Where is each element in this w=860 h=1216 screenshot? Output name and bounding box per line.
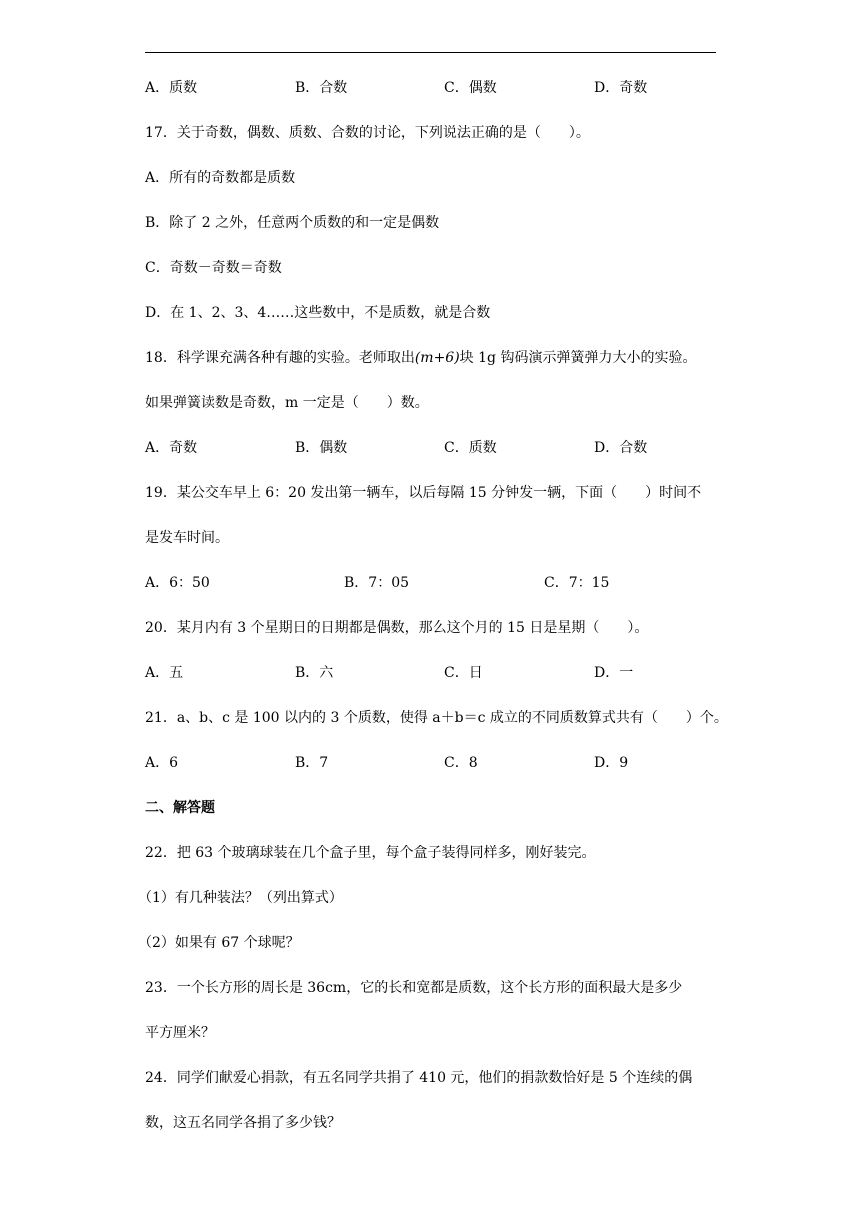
q20-stem: 20．某月内有 3 个星期日的日期都是偶数，那么这个月的 15 日是星期（ ）。 <box>145 620 649 636</box>
q23-stem-line1: 23．一个长方形的周长是 36cm，它的长和宽都是质数，这个长方形的面积最大是多少 <box>145 980 683 996</box>
q19-stem-line1: 19．某公交车早上 6：20 发出第一辆车，以后每隔 15 分钟发一辆，下面（ ）时间不 <box>145 485 702 501</box>
q21-option-c: C．8 <box>444 755 478 771</box>
q22-sub2: （2）如果有 67 个球呢？ <box>138 935 300 951</box>
q22-sub1: （1）有几种装法？（列出算式） <box>138 890 343 906</box>
q20-option-c: C．日 <box>444 665 483 681</box>
q16-option-a: A．质数 <box>145 80 198 96</box>
q21-stem: 21．a、b、c 是 100 以内的 3 个质数，使得 a＋b＝c 成立的不同质数算式共有（ ）个。 <box>145 710 728 726</box>
q20-option-b: B．六 <box>295 665 334 681</box>
q23-stem-line2: 平方厘米？ <box>145 1025 215 1041</box>
q19-option-a: A．6：50 <box>145 575 210 591</box>
q19-option-c: C．7：15 <box>544 575 610 591</box>
q19-option-b: B．7：05 <box>344 575 410 591</box>
q18-option-b: B．偶数 <box>295 440 348 456</box>
q18-stem-before: 18．科学课充满各种有趣的实验。老师取出 <box>145 350 415 366</box>
header-rule <box>145 52 716 53</box>
q20-option-a: A．五 <box>145 665 184 681</box>
q17-option-a: A．所有的奇数都是质数 <box>145 170 296 186</box>
section-title: 二、解答题 <box>145 800 215 816</box>
q20-option-d: D．一 <box>594 665 634 681</box>
q16-option-d: D．奇数 <box>594 80 648 96</box>
q24-stem-line1: 24．同学们献爱心捐款，有五名同学共捐了 410 元，他们的捐款数恰好是 5 个连续的偶 <box>145 1070 693 1086</box>
q16-option-c: C．偶数 <box>444 80 497 96</box>
q18-stem-line2: 如果弹簧读数是奇数，m 一定是（ ）数。 <box>145 395 429 411</box>
q17-stem: 17．关于奇数，偶数、质数、合数的讨论，下列说法正确的是（ ）。 <box>145 125 590 141</box>
q16-option-b: B．合数 <box>295 80 348 96</box>
q18-formula: (m+6) <box>414 350 460 366</box>
q17-option-d: D．在 1、2、3、4……这些数中，不是质数，就是合数 <box>145 305 491 321</box>
q22-stem: 22．把 63 个玻璃球装在几个盒子里，每个盒子装得同样多，刚好装完。 <box>145 845 596 861</box>
q17-option-c: C．奇数－奇数＝奇数 <box>145 260 282 276</box>
q21-option-d: D．9 <box>594 755 629 771</box>
q18-option-d: D．合数 <box>594 440 648 456</box>
q18-stem-line1 <box>145 348 696 368</box>
q24-stem-line2: 数，这五名同学各捐了多少钱？ <box>145 1115 341 1131</box>
q17-option-b: B．除了 2 之外，任意两个质数的和一定是偶数 <box>145 215 440 231</box>
q21-option-a: A．6 <box>145 755 179 771</box>
q18-option-c: C．质数 <box>444 440 497 456</box>
q18-option-a: A．奇数 <box>145 440 198 456</box>
q21-option-b: B．7 <box>295 755 329 771</box>
q18-stem-after: 块 1g 钩码演示弹簧弹力大小的实验。 <box>459 350 697 366</box>
q19-stem-line2: 是发车时间。 <box>145 530 229 546</box>
